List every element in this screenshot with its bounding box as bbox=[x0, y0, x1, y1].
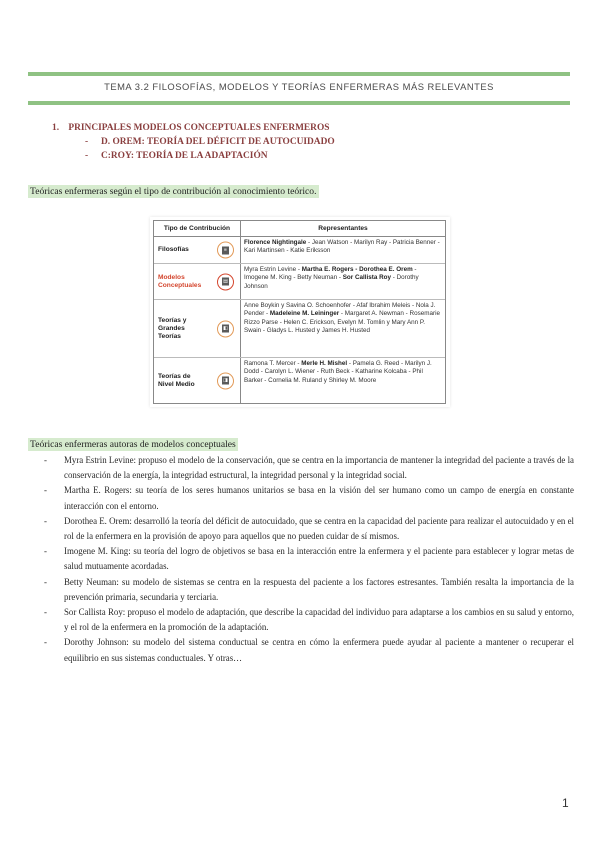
header-rule-top bbox=[28, 72, 570, 76]
header-rule-bottom bbox=[28, 101, 570, 105]
row-type-label: Teorías de Nivel Medio bbox=[158, 372, 195, 388]
list-item-text: Dorothea E. Orem: desarrolló la teoría del déficit de autocuidado, que se centra en la capacidad del paciente para realizar el autocuidado y en el rol de la enfermera en la provisión de apoyo para aquellos que no pueden cuidar de sí mismos. bbox=[64, 515, 574, 542]
rep-bold: Merle H. Mishel bbox=[301, 360, 348, 367]
table-row-filosofias bbox=[154, 237, 445, 264]
list-item-text: Imogene M. King: su teoría del logro de objetivos se basa en la interacción entre la enfermera y el paciente para establecer y lograr metas de salud mutuamente acordadas. bbox=[64, 546, 574, 572]
document-icon: ▤ bbox=[217, 273, 234, 290]
dash-marker: - bbox=[44, 515, 47, 526]
table-row-teorias bbox=[154, 300, 445, 358]
table-header bbox=[154, 221, 445, 237]
dash-marker: - bbox=[85, 151, 89, 161]
dash-marker: - bbox=[44, 637, 47, 648]
outline-subitem-text: C:ROY: TEORÍA DE LA ADAPTACIÓN bbox=[101, 151, 268, 161]
outline-subitem-orem bbox=[52, 137, 335, 147]
list-item bbox=[44, 453, 574, 483]
list-item bbox=[44, 483, 574, 513]
book-icon: ◧ bbox=[217, 320, 234, 337]
rep-text: - Imogene M. King - Betty Neuman - bbox=[244, 266, 417, 282]
rep-text: Ramona T. Mercer - bbox=[244, 360, 302, 367]
list-item bbox=[44, 605, 574, 635]
dash-marker: - bbox=[44, 576, 47, 587]
outline-subitem-roy bbox=[52, 151, 335, 161]
rep-text: - Dorothy Johnson bbox=[244, 274, 419, 290]
table-row-nivel-medio bbox=[154, 358, 445, 403]
list-item-text: Sor Callista Roy: propuso el modelo de adaptación, que describe la capacidad del individuo para adaptarse a los cambios en su salud y entorno, y el rol de la enfermera en la promoción de la adaptación. bbox=[64, 607, 574, 633]
row-representatives-cell bbox=[241, 237, 445, 263]
rep-bold: Martha E. Rogers - Dorothea E. Orem bbox=[301, 266, 413, 273]
rep-bold: Madeleine M. Leininger bbox=[269, 310, 340, 318]
outline bbox=[52, 123, 335, 165]
rep-text: - Jean Watson - Marilyn Ray - Patricia Benner - Kari Martinsen - Katie Eriksson bbox=[244, 239, 440, 255]
book-icon: ◨ bbox=[217, 372, 234, 389]
row-type-label: Teorías y Grandes Teorías bbox=[158, 316, 187, 340]
outline-item-1: 1. PRINCIPALES MODELOS CONCEPTUALES ENFERMEROS bbox=[52, 123, 330, 133]
list-item-text: Dorothy Johnson: su modelo del sistema conductual se centra en cómo la enfermera puede ayudar al paciente a mantener o recuperar el equilibrio en sus sistemas conductuales. Y otras… bbox=[64, 637, 574, 663]
rep-text: Myra Estrin Levine - bbox=[244, 266, 302, 273]
rep-bold: Sor Callista Roy bbox=[342, 274, 391, 282]
row-type-cell bbox=[154, 300, 241, 357]
section-heading-conceptual-models: Teóricas enfermeras autoras de modelos conceptuales bbox=[30, 439, 236, 450]
rep-text: - Margaret A. Newman - Rosemarie Rizzo Parse - Helen C. Erickson, Evelyn M. Tomlin y Mary Ann P. Swain - Gladys L. Husted y James H. Husted bbox=[244, 310, 440, 334]
row-type-cell bbox=[154, 358, 241, 403]
bullet-list bbox=[44, 453, 574, 666]
list-item-text: Martha E. Rogers: su teoría de los seres humanos unitarios se basa en la visión del ser humano como un campo de energía en constante interacción con el entorno. bbox=[64, 485, 574, 511]
page-number: 1 bbox=[562, 796, 569, 810]
list-item-text: Betty Neuman: su modelo de sistemas se centra en la respuesta del paciente a los factores estresantes. También resalta la importancia de la prevención primaria, secundaria y terciaria. bbox=[64, 576, 574, 602]
row-representatives-cell bbox=[241, 300, 445, 357]
book-icon: ≡ bbox=[217, 242, 234, 259]
row-type-label: Modelos Conceptuales bbox=[158, 273, 202, 289]
outline-subitem-text: D. OREM: TEORÍA DEL DÉFICIT DE AUTOCUIDADO bbox=[101, 137, 335, 147]
row-type-label: Filosofías bbox=[158, 246, 189, 253]
column-header-representatives: Representantes bbox=[318, 225, 368, 232]
contribution-table bbox=[153, 220, 446, 404]
dash-marker: - bbox=[44, 607, 47, 618]
list-item-text: Myra Estrin Levine: propuso el modelo de la conservación, que se centra en la importancia de mantener la integridad del paciente a través de la conservación de la energía, la integridad estructural, la integridad personal y la integridad social. bbox=[64, 455, 574, 481]
table-row-modelos bbox=[154, 264, 445, 300]
dash-marker: - bbox=[44, 485, 47, 496]
list-item bbox=[44, 514, 574, 544]
row-representatives-cell bbox=[241, 264, 445, 299]
list-item bbox=[44, 575, 574, 605]
row-type-cell bbox=[154, 237, 241, 263]
list-item bbox=[44, 635, 574, 665]
page-title: TEMA 3.2 FILOSOFÍAS, MODELOS Y TEORÍAS ENFERMERAS MÁS RELEVANTES bbox=[104, 81, 494, 92]
dash-marker: - bbox=[85, 137, 89, 147]
rep-text: Anne Boykin y Savina O. Schoenhofer - Afaf Ibrahim Meleis - Nola J. Pender - bbox=[244, 302, 436, 318]
dash-marker: - bbox=[44, 455, 47, 465]
section-heading-contribution: Teóricas enfermeras según el tipo de contribución al conocimiento teórico. bbox=[30, 186, 317, 197]
row-type-cell bbox=[154, 264, 241, 299]
rep-bold: Florence Nightingale bbox=[244, 239, 307, 246]
dash-marker: - bbox=[44, 546, 47, 557]
column-header-type: Tipo de Contribución bbox=[154, 221, 241, 236]
list-item bbox=[44, 544, 574, 574]
contribution-table-figure bbox=[150, 217, 450, 407]
rep-text: - Pamela G. Reed - Marilyn J. Dodd - Carolyn L. Wiener - Ruth Beck - Katharine Kolcaba - Phil Barker - Cornelia M. Ruland y Shirley M. Moore bbox=[244, 360, 432, 384]
row-representatives-cell bbox=[241, 358, 445, 403]
